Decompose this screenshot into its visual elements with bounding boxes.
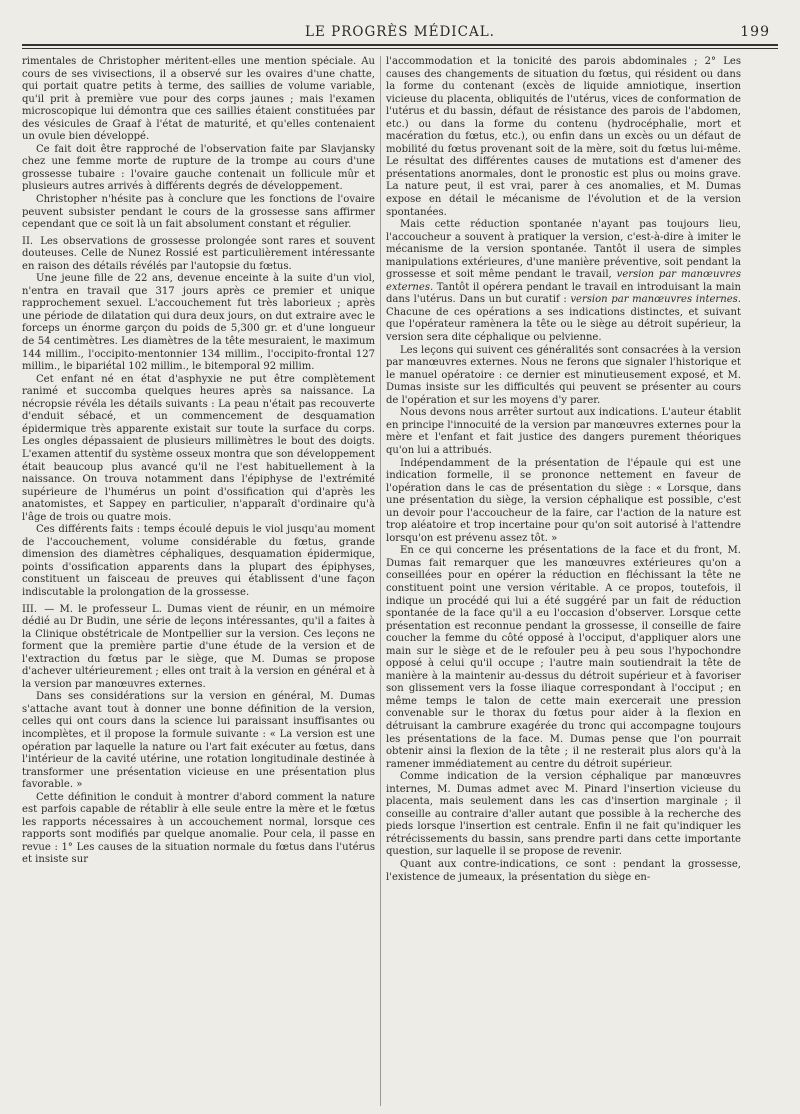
right-column-paragraph [386,545,741,771]
right-column-paragraph [386,407,741,457]
text-run: Chacune de ces opérations a ses indications distinctes, et suivant que l'opérateur ramènera la tête ou le siège au détroit supérieur, la version sera dite céphalique ou pelvienne. [386,306,741,344]
paragraph-text: Dans ses considérations sur la version en général, M. Dumas s'attache avant tout à donner une bonne définition de la version, celles qui ont cours dans la science lui paraissant insuffisantes ou incomplètes, et il propose la formule suivante : « La version est une opération par laquelle la nature ou l'art fait exécuter au fœtus, dans l'intérieur de la cavité utérine, une rotation longitudinale destinée à transformer une présentation vicieuse en une présentation plus favorable. » [22,691,375,791]
left-column-paragraph [22,56,375,144]
header-rule-thin [22,48,778,49]
right-column-paragraph [386,345,741,408]
left-column-paragraph [22,144,375,194]
text-run: Mais cette réduction spontanée n'ayant pas toujours lieu, l'accoucheur a souvent à pratiquer la version, c'est-à-dire à imiter le mécanisme de la version spontanée. Tantôt il usera de simples manipulations extérieures, d'une manière préventive, soit pendant la grossesse et soit même pendant le travail, [386,219,741,281]
left-column-paragraph [22,524,375,599]
left-column-paragraph [22,374,375,525]
page-number: 199 [740,24,770,40]
paragraph-text: Ce fait doit être rapproché de l'observation faite par Slavjansky chez une femme morte de rupture de la trompe au cours d'une grossesse tubaire : l'ovaire gauche contenait un follicule mûr et plusieurs autres arrivés à différents degrés de développement. [22,143,375,193]
italic-term: version par manœuvres externes. [386,269,741,293]
paragraph-text: rimentales de Christopher méritent-elles une mention spéciale. Au cours de ses vivisections, il a observé sur les ovaires d'une chatte, qui portait quatre petits à terme, des saillies de volume variable, qu'il prit à première vue pour des corps jaunes ; mais l'examen microscopique lui démontra que ces saillies étaient constituées par des vésicules de Graaf à l'état de maturité, et qu'elles contenaient un ovule bien développé. [22,56,375,143]
column-divider [380,56,381,1106]
paragraph-text: Nous devons nous arrêter surtout aux indications. L'auteur établit en principe l'innocuité de la version par manœuvres externes pour la mère et l'enfant et fait justice des dangers purement théoriques qu'on lui a attribués. [386,407,741,456]
left-column-paragraph [22,792,375,867]
paragraph-text: Cette définition le conduit à montrer d'abord comment la nature est parfois capable de rétablir à elle seule entre la mère et le fœtus les rapports nécessaires à un accouchement normal, lorsque ces rapports sont modifiés par quelque anomalie. Pour cela, il passe en revue : 1° Les causes de la situation normale du fœtus dans l'utérus et insiste sur [22,791,375,866]
italic-term: version par manœuvres internes. [570,294,741,306]
section-number: II. [22,235,34,247]
paragraph-text: Les leçons qui suivent ces généralités sont consacrées à la version par manœuvres externes. Nous ne ferons que signaler l'historique et le manuel opératoire : ce dernier est minutieusement exposé, et M. Dumas insiste sur les difficultés qui peuvent se présenter au cours de l'opération et sur les moyens d'y parer. [386,344,741,406]
paragraph-text: Cet enfant né en état d'asphyxie ne put être complètement ranimé et succomba quelques heures après sa naissance. La nécropsie révéla les détails suivants : La peau n'était pas recouverte d'enduit sébacé, et un commencement de desquamation épidermique très apparente existait sur toute la surface du corps. Les ongles dépassaient de plusieurs millimètres le bout des doigts. L'examen attentif du système osseux montra que son développement était beaucoup plus avancé qu'il ne l'est habituellement à la naissance. On trouva notamment dans l'épiphyse de l'extrémité supérieure de l'humérus un point d'ossification qui d'après les anatomistes, et Sappey en particulier, n'apparaît d'ordinaire qu'à l'âge de trois ou quatre mois. [22,373,375,523]
paragraph-text: Les observations de grossesse prolongée sont rares et souvent douteuses. Celle de Nunez Rossié est particulièrement intéressante en raison des détails révélés par l'autopsie du fœtus. [22,235,375,272]
left-column-paragraph [22,194,375,232]
paragraph-text: Indépendamment de la présentation de l'épaule qui est une indication formelle, il se prononce nettement en faveur de l'opération dans le cas de présentation du siège : « Lorsque, dans une présentation du siège, la version céphalique est possible, c'est un devoir pour l'accoucheur de la faire, car l'action de la nature est trop aléatoire et trop incertaine pour qu'on soit autorisé à l'attendre lorsqu'on est prévenu assez tôt. » [386,457,741,544]
left-column-paragraph [22,604,375,692]
running-head [22,22,778,44]
paragraph-text: Une jeune fille de 22 ans, devenue enceinte à la suite d'un viol, n'entra en travail que 317 jours après ce premier et unique rapprochement sexuel. L'accouchement fut très laborieux ; après une période de dilatation qui dura deux jours, on dut extraire avec le forceps un énorme garçon du poids de 5,300 gr. et d'une longueur de 54 centimètres. Les diamètres de la tête mesuraient, le maximum 144 millim., l'occipito-mentonnier 134 millim., l'occipito-frontal 127 millim., le bipariétal 102 millim., le bitemporal 92 millim. [22,273,375,373]
right-column-paragraph [386,219,741,344]
paragraph-text: l'accommodation et la tonicité des parois abdominales ; 2° Les causes des changements de situation du fœtus, qui résident ou dans la forme du contenant (excès de liquide amniotique, insertion vicieuse du placenta, obliquités de l'utérus, vices de conformation de l'utérus et du bassin, défaut de résistance des parois de l'abdomen, etc.) ou dans la forme du contenu (hydrocéphalie, mort et macération du fœtus, etc.), ou enfin dans un excès ou un défaut de mobilité du fœtus provenant soit de la mère, soit du fœtus lui-même. Le résultat des différentes causes de mutations est d'amener des présentations anormales, dont le pronostic est plus ou moins grave. La nature peut, il est vrai, parer à ces anomalies, et M. Dumas expose en détail le mécanisme de l'évolution et de la version spontanées. [386,56,741,218]
paragraph-text: En ce qui concerne les présentations de la face et du front, M. Dumas fait remarquer que les manœuvres extérieures qu'on a conseillées pour en opérer la réduction en fléchissant la tête ne constituent point une version véritable. A ce propos, toutefois, il indique un procédé qui lui a été suggéré par un fait de réduction spontanée de la face qu'il a eu l'occasion d'observer. Lorsque cette présentation est reconnue pendant la grossesse, il conseille de faire coucher la femme du côté opposé à l'occiput, d'appliquer alors une main sur le siège et de le refouler peu à peu sous l'hypochondre opposé à celui qu'il occupe ; l'autre main soutiendrait la tête de manière à la maintenir au-dessus du détroit supérieur et à favoriser son glissement vers la fosse iliaque correspondant à l'occiput ; en même temps le talon de cette main exercerait une pression convenable sur le thorax du fœtus pour aider à la flexion en détruisant la cambrure exagérée du tronc qui accompagne toujours les présentations de la face. M. Dumas pense que l'on pourrait obtenir ainsi la flexion de la tête ; il ne resterait plus alors qu'à la ramener immédiatement au centre du détroit supérieur. [386,545,741,770]
right-column-paragraph [386,458,741,546]
paragraph-text: Christopher n'hésite pas à conclure que les fonctions de l'ovaire peuvent subsister pendant le cours de la grossesse sans affirmer cependant que ce soit là un fait absolument constant et régulier. [22,194,375,231]
left-column [22,56,375,1106]
journal-title: LE PROGRÈS MÉDICAL. [305,24,495,40]
right-column-paragraph [386,859,741,884]
left-column-paragraph [22,273,375,373]
left-column-paragraph [22,691,375,791]
paragraph-text: Comme indication de la version céphalique par manœuvres internes, M. Dumas admet avec M. Pinard l'insertion vicieuse du placenta, mais seulement dans les cas d'insertion marginale ; il conseille au contraire d'aller autant que possible à la recherche des pieds lorsque l'insertion est centrale. Enfin il ne fait qu'indiquer les rétrécissements du bassin, sans prendre parti dans cette importante question, sur laquelle il se propose de revenir. [386,771,741,858]
paragraph-text: Quant aux contre-indications, ce sont : pendant la grossesse, l'existence de jumeaux, la présentation du siège en- [386,859,741,883]
section-number: III. [22,603,38,615]
header-rule [22,44,778,46]
right-column-paragraph [386,56,741,219]
text-run: Tantôt il opérera pendant le travail en introduisant la main dans l'utérus. Dans un but curatif : [386,281,741,306]
paragraph-text: Ces différents faits : temps écoulé depuis le viol jusqu'au moment de l'accouchement, volume considérable du fœtus, grande dimension des diamètres céphaliques, desquamation épidermique, points d'ossification apparents dans la plupart des épiphyses, constituent un faisceau de preuves qui établissent d'une façon indiscutable la prolongation de la grossesse. [22,524,375,598]
right-column [386,56,741,1106]
left-column-paragraph [22,236,375,274]
paragraph-text: — M. le professeur L. Dumas vient de réunir, en un mémoire dédié au Dr Budin, une série de leçons intéressantes, qu'il a faites à la Clinique obstétricale de Montpellier sur la version. Ces leçons ne forment que la première partie d'une étude de la version et de l'extraction du fœtus par le siège, que M. Dumas se propose d'achever ultérieurement ; elles ont trait à la version en général et à la version par manœuvres externes. [22,603,375,690]
right-column-paragraph [386,771,741,859]
